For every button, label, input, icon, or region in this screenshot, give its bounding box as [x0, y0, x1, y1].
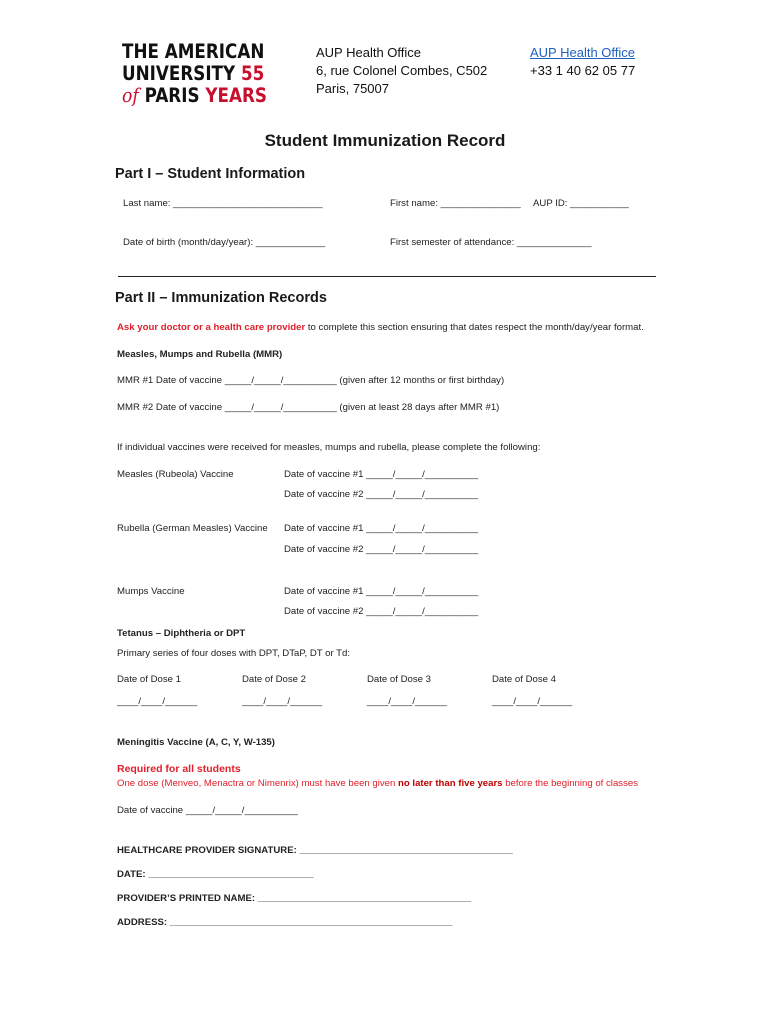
tetanus-intro: Primary series of four doses with DPT, DTaP, DT or Td: — [117, 648, 350, 659]
health-office-link[interactable]: AUP Health Office — [530, 45, 636, 60]
required-note: Required for all students — [117, 763, 241, 775]
address-field[interactable]: ADDRESS: _____________________________________________________ — [117, 917, 453, 928]
first-semester-field[interactable]: First semester of attendance: ______________ — [390, 237, 592, 248]
office-address — [316, 44, 487, 98]
office-name: AUP Health Office — [316, 45, 422, 60]
date-field[interactable]: DATE: _______________________________ — [117, 869, 314, 880]
individual-intro: If individual vaccines were received for measles, mumps and rubella, please complete the following: — [117, 442, 541, 453]
logo-of: of — [122, 83, 139, 107]
meningitis-date-field[interactable]: Date of vaccine _____/_____/__________ — [117, 805, 298, 816]
aup-id-field[interactable]: AUP ID: ___________ — [533, 198, 629, 209]
one-dose-bold: no later than five years — [398, 778, 503, 789]
dose1-header: Date of Dose 1 — [117, 674, 181, 685]
mumps-label: Mumps Vaccine — [117, 586, 185, 597]
one-dose-b: before the beginning of classes — [502, 778, 639, 789]
part2-heading: Part II – Immunization Records — [115, 290, 327, 306]
logo-years: YEARS — [205, 84, 267, 107]
tetanus-heading: Tetanus – Diphtheria or DPT — [117, 628, 246, 639]
dob-field[interactable]: Date of birth (month/day/year): _____________ — [123, 237, 326, 248]
mumps-dose2-field[interactable]: Date of vaccine #2 _____/_____/__________ — [284, 606, 479, 617]
instruction-red: Ask your doctor or a health care provider — [117, 322, 306, 333]
office-street: 6, rue Colonel Combes, C502 — [316, 63, 488, 78]
logo-line-1: THE AMERICAN — [122, 40, 265, 63]
aup-logo — [122, 42, 291, 106]
rubella-label: Rubella (German Measles) Vaccine — [117, 523, 268, 534]
section-divider — [118, 276, 656, 277]
mumps-dose1-field[interactable]: Date of vaccine #1 _____/_____/__________ — [284, 586, 479, 597]
measles-label: Measles (Rubeola) Vaccine — [117, 469, 234, 480]
printed-name-field[interactable]: PROVIDER’S PRINTED NAME: ________________________________________ — [117, 893, 472, 904]
logo-55: 55 — [240, 61, 265, 85]
signature-field[interactable]: HEALTHCARE PROVIDER SIGNATURE: ________________________________________ — [117, 845, 513, 856]
logo-university: UNIVERSITY — [122, 61, 236, 85]
office-contact — [530, 44, 635, 80]
office-city: Paris, 75007 — [316, 81, 389, 96]
one-dose-note — [117, 778, 638, 789]
meningitis-heading: Meningitis Vaccine (A, C, Y, W-135) — [117, 737, 275, 748]
office-phone: +33 1 40 62 05 77 — [530, 63, 636, 78]
last-name-field[interactable]: Last name: ____________________________ — [123, 198, 323, 209]
instruction-text — [117, 322, 644, 333]
logo-line-3 — [122, 85, 267, 106]
part1-heading: Part I – Student Information — [115, 166, 306, 182]
logo-paris: PARIS — [144, 84, 200, 107]
dose3-field[interactable]: ____/____/______ — [367, 696, 448, 707]
mmr1-field[interactable]: MMR #1 Date of vaccine _____/_____/__________ (given after 12 months or first birthday) — [117, 375, 505, 386]
mmr2-field[interactable]: MMR #2 Date of vaccine _____/_____/__________ (given at least 28 days after MMR #1) — [117, 402, 500, 413]
logo-line-2 — [122, 61, 267, 85]
rubella-dose1-field[interactable]: Date of vaccine #1 _____/_____/__________ — [284, 523, 479, 534]
instruction-rest: to complete this section ensuring that dates respect the month/day/year format. — [305, 322, 644, 333]
one-dose-a: One dose (Menveo, Menactra or Nimenrix) must have been given — [117, 778, 399, 789]
page-title: Student Immunization Record — [264, 131, 506, 150]
measles-dose2-field[interactable]: Date of vaccine #2 _____/_____/__________ — [284, 489, 479, 500]
measles-dose1-field[interactable]: Date of vaccine #1 _____/_____/__________ — [284, 469, 479, 480]
first-name-field[interactable]: First name: _______________ — [390, 198, 521, 209]
mmr-heading: Measles, Mumps and Rubella (MMR) — [117, 349, 283, 360]
dose2-field[interactable]: ____/____/______ — [242, 696, 323, 707]
dose1-field[interactable]: ____/____/______ — [117, 696, 198, 707]
dose4-header: Date of Dose 4 — [492, 674, 556, 685]
dose3-header: Date of Dose 3 — [367, 674, 431, 685]
dose4-field[interactable]: ____/____/______ — [492, 696, 573, 707]
dose2-header: Date of Dose 2 — [242, 674, 306, 685]
rubella-dose2-field[interactable]: Date of vaccine #2 _____/_____/__________ — [284, 544, 479, 555]
